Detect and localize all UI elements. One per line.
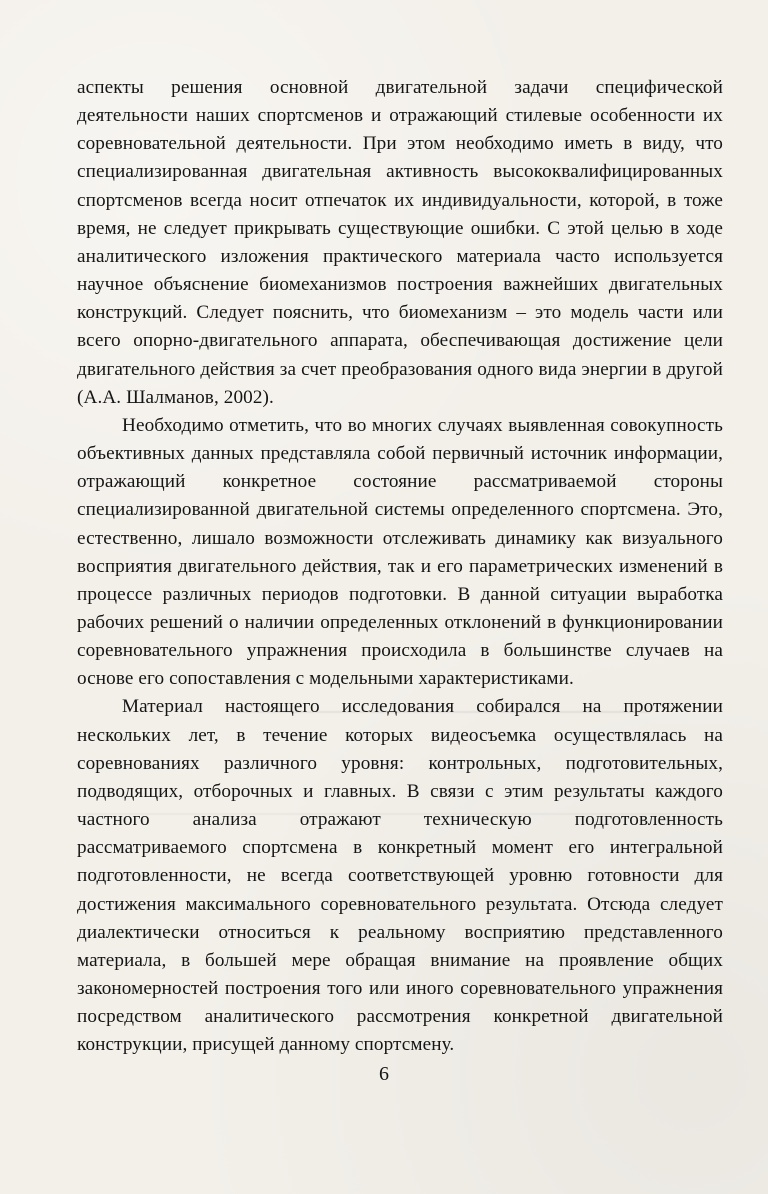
page-number: 6	[379, 1063, 389, 1085]
paragraph-1: аспекты решения основной двигательной задачи специфической деятельности наших спортсменов и отражающий стилевые особенности их соревновательной деятельности. При этом необходимо иметь в виду, что специализированная двигательная активность высококвалифицированных спортсменов всегда носит отпечаток их индивидуальности, которой, в тоже время, не следует прикрывать существующие ошибки. С этой целью в ходе аналитического изложения практического материала часто используется научное объяснение биомеханизмов построения важнейших двигательных конструкций. Следует пояснить, что биомеханизм – это модель части или всего опорно-двигательного аппарата, обеспечивающая достижение цели двигательного действия за счет преобразования одного вида энергии в другой (А.А. Шалманов, 2002).	[77, 77, 723, 408]
main-text	[77, 74, 723, 1059]
paragraph-2: Необходимо отметить, что во многих случаях выявленная совокупность объективных данных представляла собой первичный источник информации, отражающий конкретное состояние рассматриваемой стороны специализированной двигательной системы определенного спортсмена. Это, естественно, лишало возможности отслеживать динамику как визуального восприятия двигательного действия, так и его параметрических изменений в процессе различных периодов подготовки. В данной ситуации выработка рабочих решений о наличии определенных отклонений в функционировании соревновательного упражнения происходила в большинстве случаев на основе его сопоставления с модельными характеристиками.	[77, 414, 723, 690]
paragraph-3: Материал настоящего исследования собирался на протяжении нескольких лет, в течение которых видеосъемка осуществлялась на соревнованиях различного уровня: контрольных, подготовительных, подводящих, отборочных и главных. В связи с этим результаты каждого частного анализа отражают техническую подготовленность рассматриваемого спортсмена в конкретный момент его интегральной подготовленности, не всегда соответствующей уровню готовности для достижения максимального соревновательного результата. Отсюда следует диалектически относиться к реальному восприятию представленного материала, в большей мере обращая внимание на проявление общих закономерностей построения того или иного соревновательного упражнения посредством аналитического рассмотрения конкретной двигательной конструкции, присущей данному спортсмену.	[77, 696, 723, 1056]
